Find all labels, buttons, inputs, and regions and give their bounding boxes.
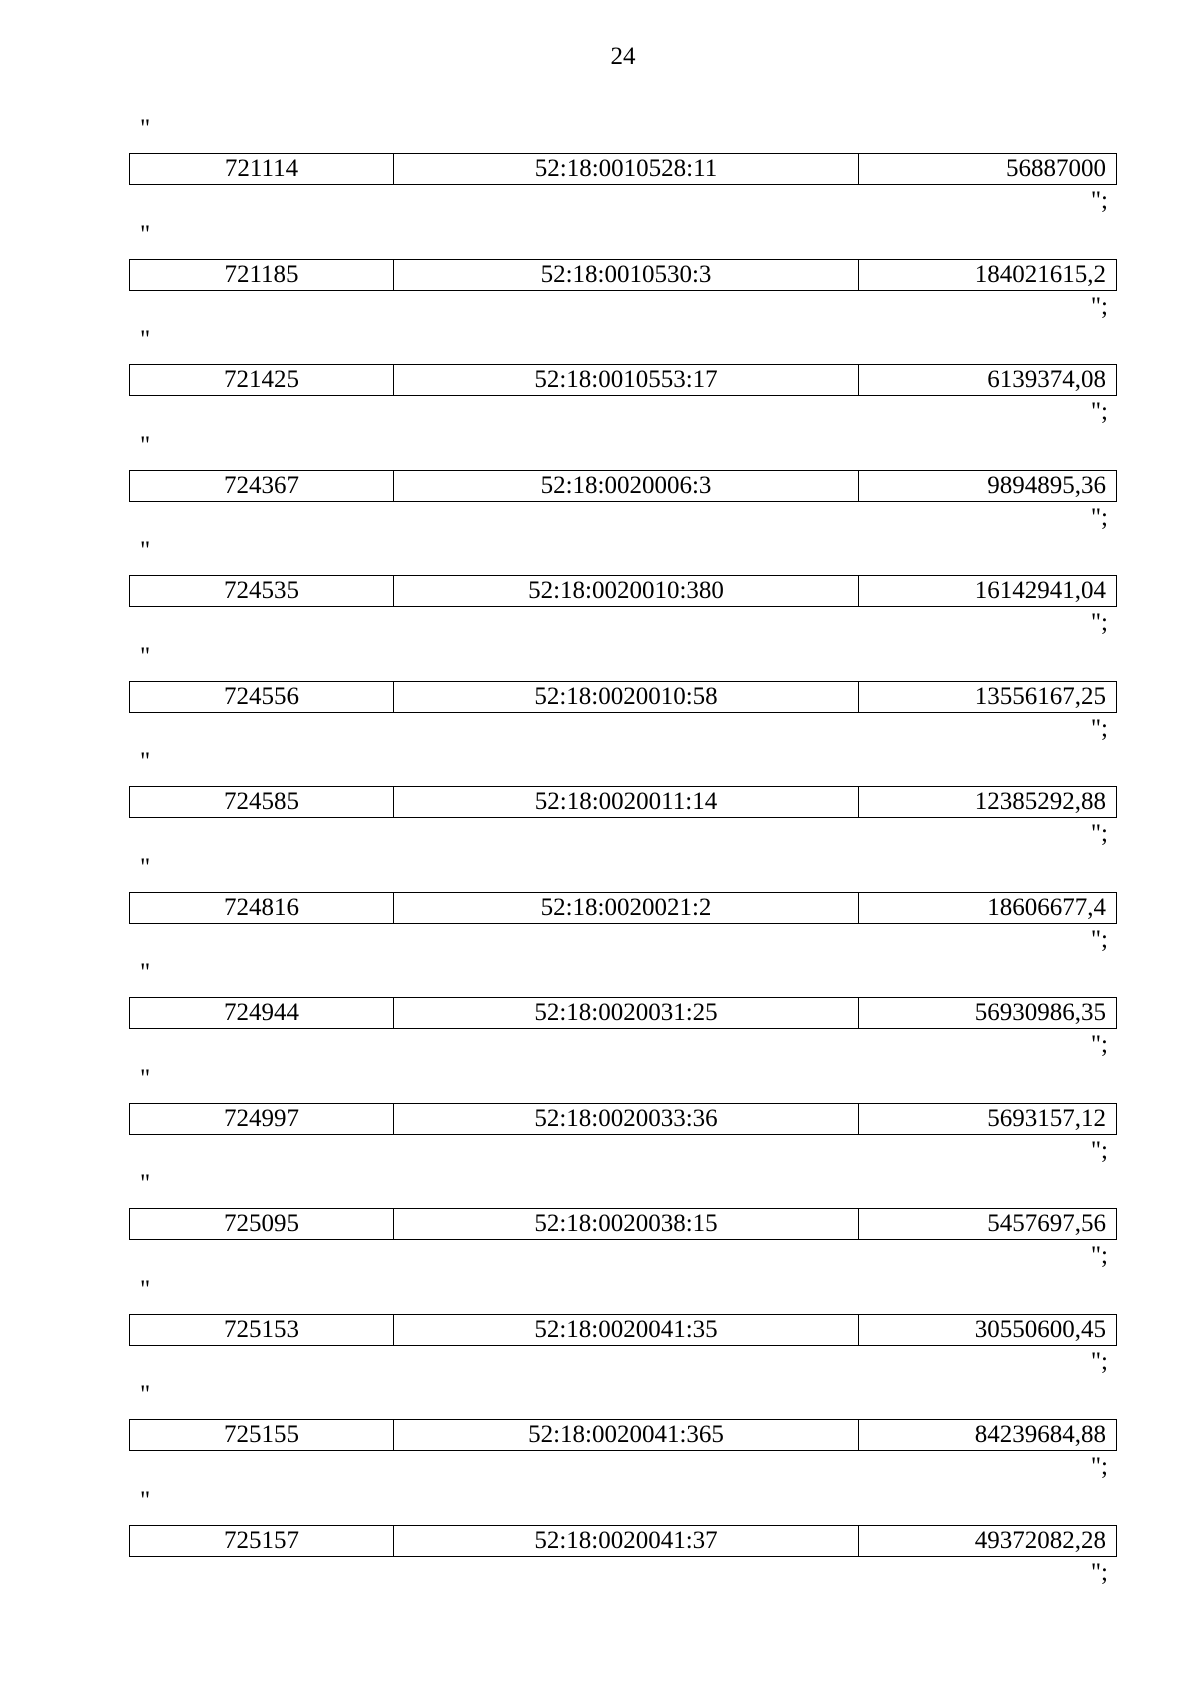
close-quote: ";	[1090, 1031, 1108, 1058]
entry	[0, 1064, 1200, 1174]
cadastral-number-cell: 52:18:0020041:365	[394, 1420, 859, 1450]
cadastral-number-cell: 52:18:0020011:14	[394, 787, 859, 817]
entry	[0, 642, 1200, 752]
table-row	[129, 259, 1117, 291]
row-number-cell: 724997	[130, 1104, 394, 1134]
close-quote: ";	[1090, 1242, 1108, 1269]
cadastral-number-cell: 52:18:0020010:380	[394, 576, 859, 606]
entry	[0, 1381, 1200, 1490]
table-row	[129, 153, 1117, 185]
table-row	[129, 1314, 1117, 1346]
table-row	[129, 997, 1117, 1029]
row-number-cell: 721185	[130, 260, 394, 290]
cadastral-value-cell: 184021615,2	[974, 260, 1106, 288]
close-quote: ";	[1090, 1453, 1108, 1480]
close-quote: ";	[1090, 292, 1108, 320]
open-quote: "	[140, 220, 151, 248]
close-quote: ";	[1090, 609, 1108, 636]
open-quote: "	[140, 1170, 151, 1197]
row-number-cell: 724556	[130, 682, 394, 712]
cadastral-value-cell: 9894895,36	[987, 471, 1106, 499]
close-quote: ";	[1090, 503, 1108, 531]
table-row	[129, 1208, 1117, 1240]
cadastral-number-cell: 52:18:0020033:36	[394, 1104, 859, 1134]
row-number-cell: 724944	[130, 998, 394, 1028]
table-row	[129, 681, 1117, 713]
table-row	[129, 364, 1117, 396]
cadastral-value-cell: 56930986,35	[974, 999, 1106, 1026]
cadastral-number-cell: 52:18:0020010:58	[394, 682, 859, 712]
entry	[0, 115, 1200, 224]
open-quote: "	[140, 431, 151, 459]
entry	[0, 959, 1200, 1068]
close-quote: ";	[1090, 1558, 1108, 1586]
table-row	[129, 892, 1117, 924]
amendment-entries	[0, 115, 1200, 1595]
open-quote: "	[140, 853, 151, 881]
table-row	[129, 1525, 1117, 1557]
cadastral-number-cell: 52:18:0020021:2	[394, 893, 859, 923]
table-row	[129, 1419, 1117, 1451]
row-number-cell: 724585	[130, 787, 394, 817]
table-row	[129, 575, 1117, 607]
cadastral-number-cell: 52:18:0020031:25	[394, 998, 859, 1028]
cadastral-value-cell: 5693157,12	[987, 1104, 1106, 1132]
cadastral-number-cell: 52:18:0020041:37	[394, 1526, 859, 1556]
open-quote: "	[140, 326, 151, 353]
row-number-cell: 725155	[130, 1420, 394, 1450]
cadastral-number-cell: 52:18:0020038:15	[394, 1209, 859, 1239]
cadastral-value-cell: 16142941,04	[974, 577, 1106, 604]
open-quote: "	[140, 1381, 151, 1408]
close-quote: ";	[1090, 714, 1108, 742]
cadastral-value-cell: 6139374,08	[987, 366, 1106, 393]
close-quote: ";	[1090, 820, 1108, 847]
row-number-cell: 724367	[130, 471, 394, 501]
close-quote: ";	[1090, 187, 1108, 214]
row-number-cell: 721114	[130, 154, 394, 184]
entry	[0, 220, 1200, 330]
cadastral-number-cell: 52:18:0020006:3	[394, 471, 859, 501]
open-quote: "	[140, 642, 151, 670]
open-quote: "	[140, 1486, 151, 1514]
row-number-cell: 725153	[130, 1315, 394, 1345]
open-quote: "	[140, 748, 151, 775]
cadastral-value-cell: 49372082,28	[974, 1526, 1106, 1554]
cadastral-number-cell: 52:18:0010530:3	[394, 260, 859, 290]
cadastral-value-cell: 5457697,56	[987, 1210, 1106, 1237]
table-row	[129, 1103, 1117, 1135]
entry	[0, 1486, 1200, 1596]
entry	[0, 326, 1200, 435]
close-quote: ";	[1090, 925, 1108, 953]
cadastral-value-cell: 84239684,88	[974, 1421, 1106, 1448]
row-number-cell: 724535	[130, 576, 394, 606]
open-quote: "	[140, 959, 151, 986]
open-quote: "	[140, 115, 151, 142]
cadastral-value-cell: 18606677,4	[987, 893, 1106, 921]
table-row	[129, 470, 1117, 502]
row-number-cell: 724816	[130, 893, 394, 923]
cadastral-number-cell: 52:18:0010553:17	[394, 365, 859, 395]
entry	[0, 1170, 1200, 1279]
row-number-cell: 721425	[130, 365, 394, 395]
open-quote: "	[140, 1064, 151, 1092]
row-number-cell: 725095	[130, 1209, 394, 1239]
table-row	[129, 786, 1117, 818]
cadastral-number-cell: 52:18:0020041:35	[394, 1315, 859, 1345]
cadastral-value-cell: 56887000	[1006, 155, 1106, 182]
entry	[0, 537, 1200, 646]
cadastral-number-cell: 52:18:0010528:11	[394, 154, 859, 184]
page-number: 24	[610, 43, 636, 70]
cadastral-value-cell: 12385292,88	[974, 788, 1106, 815]
entry	[0, 748, 1200, 857]
row-number-cell: 725157	[130, 1526, 394, 1556]
open-quote: "	[140, 1275, 151, 1303]
cadastral-value-cell: 13556167,25	[974, 682, 1106, 710]
entry	[0, 431, 1200, 541]
close-quote: ";	[1090, 1347, 1108, 1375]
entry	[0, 1275, 1200, 1385]
open-quote: "	[140, 537, 151, 564]
close-quote: ";	[1090, 398, 1108, 425]
cadastral-value-cell: 30550600,45	[974, 1315, 1106, 1343]
entry	[0, 853, 1200, 963]
close-quote: ";	[1090, 1136, 1108, 1164]
